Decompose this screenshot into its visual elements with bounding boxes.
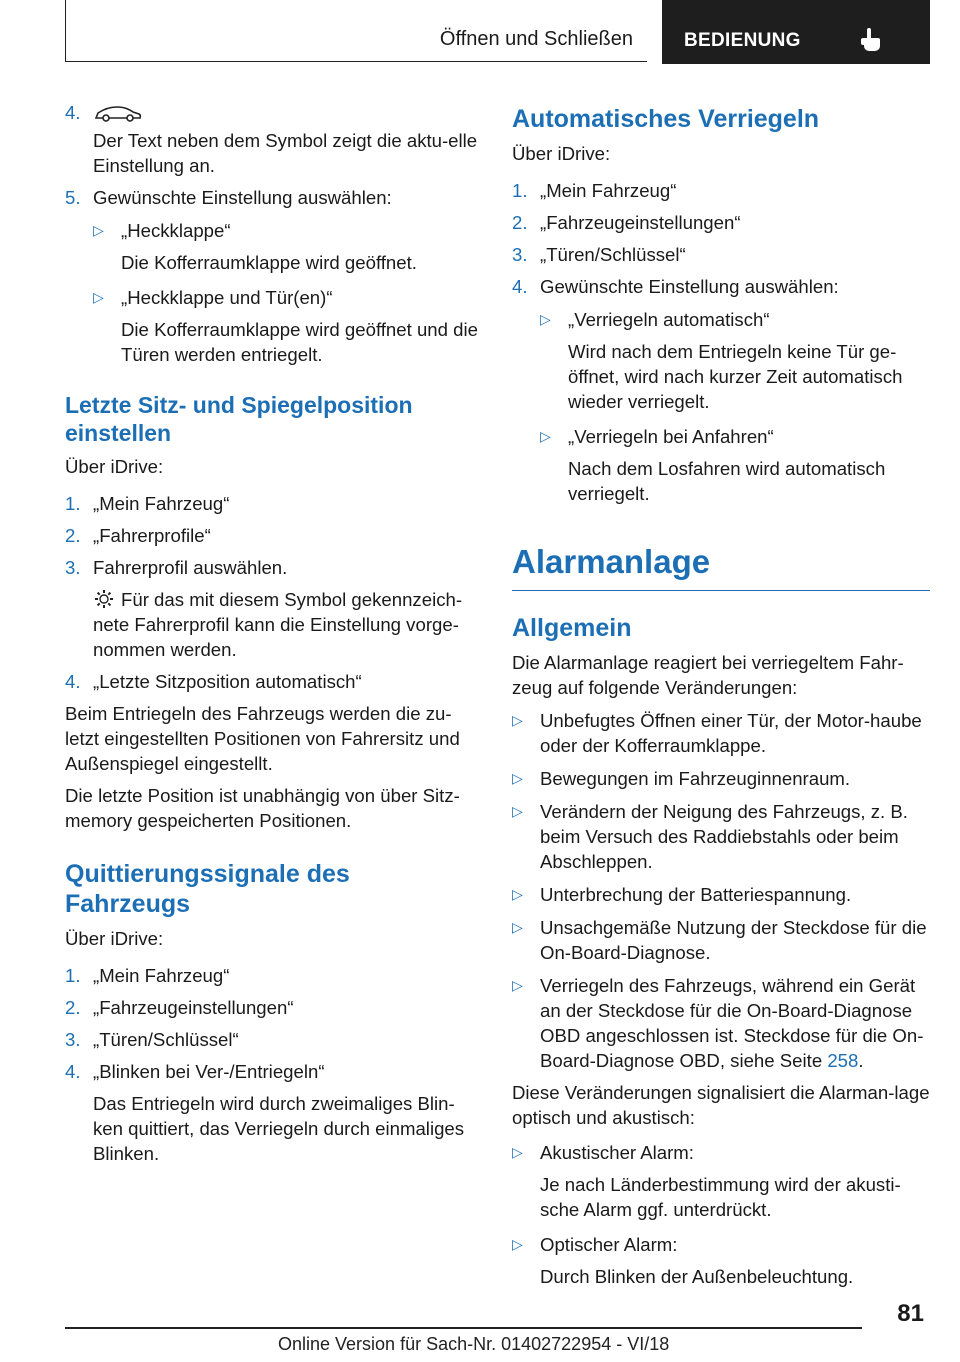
triangle-bullet-icon: ▷ (512, 919, 523, 935)
list-item: ▷ Unterbrechung der Batteriespannung. (512, 884, 852, 905)
option-list (540, 307, 930, 506)
paragraph: Die Alarmanlage reagiert bei verriegeltem Fahr-zeug auf folgende Veränderungen: (512, 652, 904, 698)
gear-icon (93, 588, 115, 610)
triangle-bullet-icon: ▷ (512, 886, 523, 902)
list-item: ▷ „Verriegeln bei Anfahren“ Nach dem Losfahren wird automatisch verriegelt. (540, 426, 886, 504)
list-item: 1. „Mein Fahrzeug“ (512, 180, 677, 201)
heading-allgemein: Allgemein (512, 614, 632, 642)
triangle-bullet-icon: ▷ (512, 977, 523, 993)
list-item: ▷ Verriegeln des Fahrzeugs, während ein Gerät an der Steckdose für die On-Board-Diagnose OBD angeschlossen ist. Steckdose für die On-Board-Diagnose OBD, siehe Seite 258. (512, 975, 924, 1071)
note-text: Für das mit diesem Symbol gekennzeich-nete Fahrerprofil kann die Einstellung vorge-nommen werden. (93, 589, 463, 660)
list-item: ▷ Verändern der Neigung des Fahrzeugs, z. B. beim Versuch des Raddiebstahls oder beim Abschleppen. (512, 801, 908, 872)
heading-auto-verriegeln: Automatisches Verriegeln (512, 105, 820, 133)
list-item: 3. „Türen/Schlüssel“ (65, 1029, 239, 1050)
triangle-bullet-icon: ▷ (540, 428, 551, 444)
list-item: 3. Fahrerprofil auswählen. (65, 557, 288, 578)
list-item: 5. Gewünschte Einstellung auswählen: (65, 187, 392, 208)
list-item: ▷ Unbefugtes Öffnen einer Tür, der Motor-haube oder der Kofferraumklappe. (512, 710, 922, 756)
list-item: ▷ Optischer Alarm: Durch Blinken der Außenbeleuchtung. (512, 1234, 854, 1287)
chapter-title: BEDIENUNG (684, 30, 801, 51)
list-item: 1. „Mein Fahrzeug“ (65, 965, 230, 986)
list-item: 2. „Fahrerprofile“ (65, 525, 211, 546)
paragraph: Über iDrive: (512, 143, 611, 164)
list-item: ▷ „Heckklappe“ Die Kofferraumklappe wird geöffnet. (93, 220, 417, 273)
car-icon (93, 102, 143, 124)
item4-text: Der Text neben dem Symbol zeigt die aktu-elle Einstellung an. (93, 130, 478, 176)
page-header (65, 0, 930, 64)
paragraph: Die letzte Position ist unabhängig von über Sitz-memory gespeicherten Positionen. (65, 785, 460, 831)
left-column (65, 100, 480, 1166)
list-item: 2. „Fahrzeugeinstellungen“ (512, 212, 741, 233)
list-item: 1. „Mein Fahrzeug“ (65, 493, 230, 514)
list-item: 4. „Letzte Sitzposition automatisch“ (65, 671, 362, 692)
list-item: ▷ Bewegungen im Fahrzeuginnenraum. (512, 768, 851, 789)
triangle-bullet-icon: ▷ (540, 311, 551, 327)
triangle-bullet-icon: ▷ (512, 770, 523, 786)
paragraph: Diese Veränderungen signalisiert die Alarman-lage optisch und akustisch: (512, 1082, 930, 1128)
section-title: Öffnen und Schließen (439, 28, 633, 50)
heading-alarmanlage: Alarmanlage (512, 542, 930, 591)
list-item: 2. „Fahrzeugeinstellungen“ (65, 997, 294, 1018)
hand-pointer-icon (858, 26, 884, 52)
list-item: ▷ „Heckklappe und Tür(en)“ Die Kofferraumklappe wird geöffnet und die Türen werden entriegelt. (93, 287, 478, 365)
paragraph: Über iDrive: (65, 456, 164, 477)
triangle-bullet-icon: ▷ (512, 1144, 523, 1160)
heading-sitzposition: Letzte Sitz- und Spiegelposition einstellen (65, 392, 413, 446)
chapter-tab (662, 0, 930, 64)
triangle-bullet-icon: ▷ (512, 712, 523, 728)
list-item: 3. „Türen/Schlüssel“ (512, 244, 686, 265)
footer-text: Online Version für Sach-Nr. 01402722954 - VI/18 (278, 1334, 670, 1354)
triangle-bullet-icon: ▷ (512, 1236, 523, 1252)
option-list (93, 218, 480, 367)
page-reference-link[interactable]: 258 (827, 1050, 859, 1071)
heading-quittierung: Quittierungssignale des Fahrzeugs (65, 860, 350, 918)
paragraph: Über iDrive: (65, 928, 164, 949)
list-item: ▷ „Verriegeln automatisch“ Wird nach dem Entriegeln keine Tür ge-öffnet, wird nach kurzer Zeit automatisch wieder verriegelt. (540, 309, 903, 412)
triangle-bullet-icon: ▷ (93, 289, 104, 305)
right-column (512, 100, 930, 1289)
list-item: 4. Gewünschte Einstellung auswählen: (512, 276, 839, 297)
triangle-bullet-icon: ▷ (512, 803, 523, 819)
paragraph: Beim Entriegeln des Fahrzeugs werden die zu-letzt eingestellten Positionen von Fahrersitz und Außenspiegel eingestellt. (65, 703, 460, 774)
section-tab (65, 0, 647, 62)
triangle-bullet-icon: ▷ (93, 222, 104, 238)
list-item: 4. „Blinken bei Ver-/Entriegeln“ Das Entriegeln wird durch zweimaliges Blin-ken quittiert, das Verriegeln durch einmaliges Blinken. (65, 1061, 465, 1164)
list-item: 4. Der Text neben dem Symbol zeigt die aktu-elle Einstellung an. (65, 102, 478, 176)
footer-divider (65, 1327, 862, 1329)
list-item: ▷ Unsachgemäße Nutzung der Steckdose für die On-Board-Diagnose. (512, 917, 927, 963)
page-number: 81 (897, 1300, 924, 1327)
alarm-trigger-list (512, 708, 930, 1073)
list-item: ▷ Akustischer Alarm: Je nach Länderbestimmung wird der akusti-sche Alarm ggf. unterdrückt. (512, 1142, 901, 1220)
